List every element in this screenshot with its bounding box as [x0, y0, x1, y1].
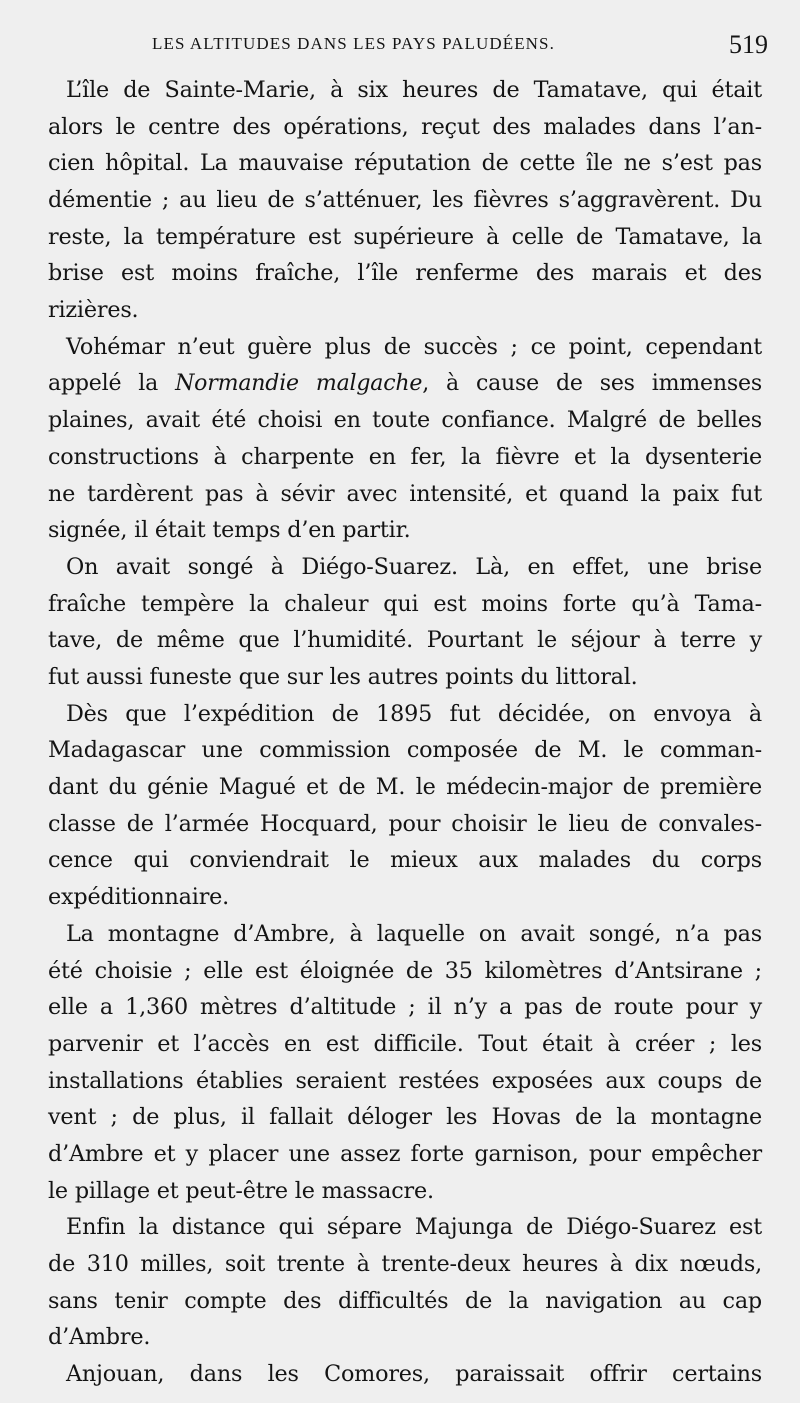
text-line: fut aussi funeste que sur les autres points du littoral.	[48, 664, 638, 690]
text-line: classe de l’armée Hocquard, pour choisir le lieu de convales-	[48, 810, 762, 837]
text-line: Madagascar une commission composée de M. le comman-	[48, 737, 762, 764]
text-line: elle a 1,360 mètres d’altitude ; il n’y a pas de route pour y	[48, 994, 762, 1021]
text-line: plaines, avait été choisi en toute confiance. Malgré de belles	[48, 407, 762, 434]
text-line: expéditionnaire.	[48, 884, 230, 911]
text-line: vent ; de plus, il fallait déloger les Hovas de la montagne	[48, 1104, 762, 1131]
text-line: Anjouan, dans les Comores, paraissait offrir certains	[66, 1361, 762, 1388]
text-line: démentie ; au lieu de s’atténuer, les fièvres s’aggravèrent. Du	[48, 187, 762, 214]
text-line: installations établies seraient restées exposées aux coups de	[48, 1067, 762, 1094]
text-line: Enfin la distance qui sépare Majunga de Diégo-Suarez est	[66, 1214, 762, 1241]
text-segment: appelé la	[48, 370, 176, 396]
page-number: 519	[729, 30, 768, 59]
text-line: fraîche tempère la chaleur qui est moins forte qu’à Tama-	[48, 590, 762, 617]
text-line: brise est moins fraîche, l’île renferme des marais et des	[48, 260, 762, 287]
text-line: d’Ambre et y placer une assez forte garnison, pour empêcher	[48, 1140, 762, 1167]
text-line: L’île de Sainte-Marie, à six heures de Tamatave, qui était	[66, 77, 762, 103]
italic-phrase: Normandie malgache	[175, 370, 423, 396]
text-line: On avait songé à Diégo-Suarez. Là, en effet, une brise	[66, 553, 762, 580]
text-segment: , à cause de ses immenses	[422, 370, 762, 396]
text-line: le pillage et peut-être le massacre.	[48, 1177, 434, 1204]
text-line: reste, la température est supérieure à celle de Tamatave, la	[48, 223, 762, 250]
text-line: La montagne d’Ambre, à laquelle on avait songé, n’a pas	[66, 920, 762, 947]
text-line: rizières.	[48, 297, 139, 324]
page-header	[42, 30, 768, 64]
body-text	[48, 72, 762, 1393]
text-line: d’Ambre.	[48, 1324, 151, 1351]
text-line: Vohémar n’eut guère plus de succès ; ce point, cependant	[66, 333, 762, 360]
text-line: été choisie ; elle est éloignée de 35 kilomètres d’Antsirane ;	[48, 957, 762, 984]
text-line: Dès que l’expédition de 1895 fut décidée, on envoya à	[66, 700, 762, 727]
text-line: signée, il était temps d’en partir.	[48, 517, 411, 544]
text-line: cien hôpital. La mauvaise réputation de cette île ne s’est pas	[48, 150, 762, 177]
text-line: cence qui conviendrait le mieux aux malades du corps	[48, 847, 762, 874]
text-line: parvenir et l’accès en est difficile. Tout était à créer ; les	[48, 1030, 762, 1057]
text-line: alors le centre des opérations, reçut des malades dans l’an-	[48, 113, 762, 140]
text-line: constructions à charpente en fer, la fièvre et la dysenterie	[48, 443, 762, 470]
running-head: LES ALTITUDES DANS LES PAYS PALUDÉENS.	[152, 34, 555, 53]
text-line: sans tenir compte des difficultés de la navigation au cap	[48, 1287, 762, 1314]
text-line: ne tardèrent pas à sévir avec intensité, et quand la paix fut	[48, 480, 762, 507]
text-line-with-italic	[48, 366, 762, 403]
text-line: de 310 milles, soit trente à trente-deux heures à dix nœuds,	[48, 1251, 762, 1277]
text-line: dant du génie Magué et de M. le médecin-major de première	[48, 774, 762, 801]
text-line: tave, de même que l’humidité. Pourtant le séjour à terre y	[48, 627, 762, 654]
